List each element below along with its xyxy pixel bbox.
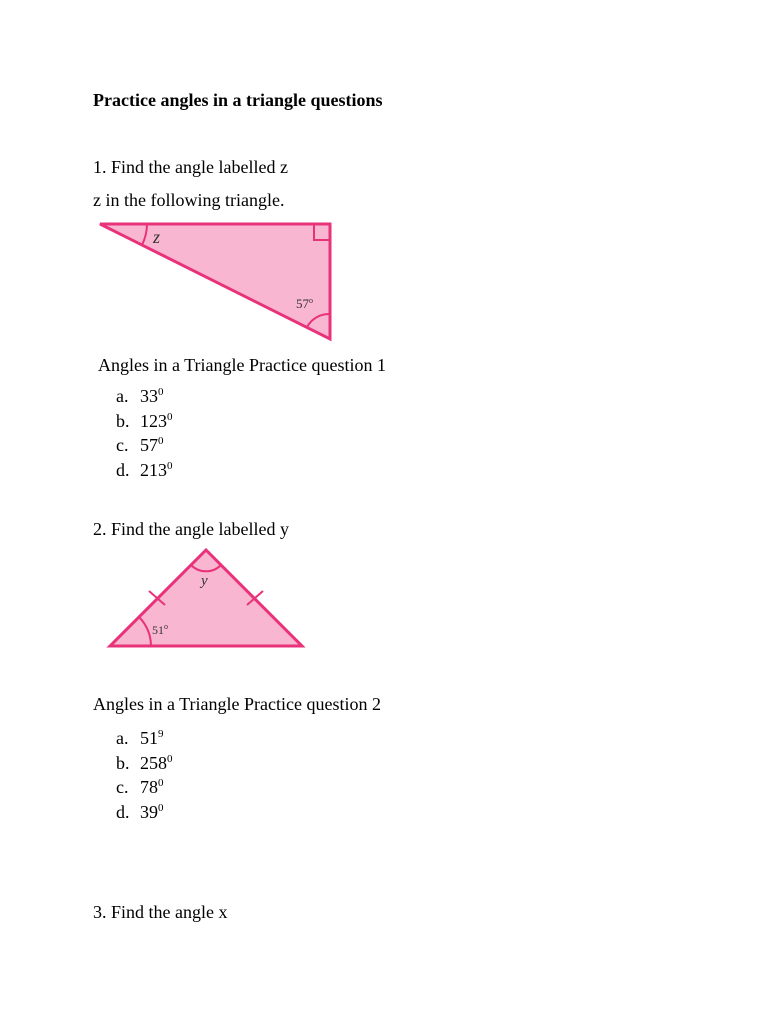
option-c[interactable]: c. $78^0$ (116, 777, 164, 797)
question-1-prompt-extra: z in the following triangle. (93, 190, 285, 210)
option-b[interactable]: b. $258^0$ (116, 752, 173, 773)
angle-z-label: z (153, 227, 161, 247)
page-title: Practice angles in a triangle questions (93, 90, 383, 110)
right-triangle (100, 224, 330, 339)
question-3-prompt: 3. Find the angle x (93, 902, 228, 922)
option-d[interactable]: d. $39^0$ (116, 801, 164, 822)
option-a[interactable]: a. $51^9$ (116, 728, 164, 748)
question-2-options (116, 726, 173, 824)
option-b[interactable]: b. $123^0$ (116, 410, 173, 431)
question-1-triangle-figure (95, 218, 340, 346)
question-1-options (116, 384, 173, 482)
option-a[interactable]: a. $33^0$ (116, 386, 164, 406)
question-1-caption: Angles in a Triangle Practice question 1 (98, 355, 386, 375)
angle-57-label: 57$^o$ (296, 296, 313, 311)
angle-51-label: 51$^o$ (152, 622, 168, 637)
question-2-caption: Angles in a Triangle Practice question 2 (93, 694, 381, 714)
question-2-prompt: 2. Find the angle labelled y (93, 519, 289, 539)
option-c[interactable]: c. $57^0$ (116, 435, 164, 455)
question-2-triangle-figure (105, 545, 310, 653)
question-1-prompt: 1. Find the angle labelled z (93, 157, 288, 177)
option-d[interactable]: d. $213^0$ (116, 459, 173, 480)
isosceles-triangle (110, 550, 302, 646)
angle-y-label: y (201, 573, 208, 589)
